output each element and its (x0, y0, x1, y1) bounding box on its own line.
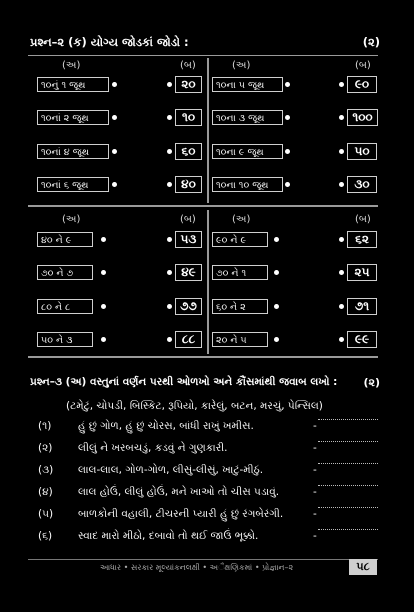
match-item-a: ૭૦ ને ૧ (212, 265, 268, 280)
question-3-marks: (૨) (363, 376, 380, 389)
match-dot[interactable] (112, 82, 117, 87)
match-item-b: ૬૦ (175, 143, 202, 160)
divider-middle (28, 205, 378, 207)
col-header-a: (અ) (232, 214, 251, 225)
match-dot[interactable] (339, 182, 344, 187)
question-2-marks: (૨) (362, 35, 380, 49)
match-item-b: ૫૩ (175, 231, 202, 248)
match-dot[interactable] (285, 82, 290, 87)
match-item-b: ૪૦ (175, 176, 202, 193)
match-dot[interactable] (274, 337, 279, 342)
match-dot[interactable] (339, 270, 344, 275)
answer-dash: - (313, 508, 317, 520)
match-dot[interactable] (339, 82, 344, 87)
footer-rule (28, 559, 378, 560)
match-item-a: ૮૦ ને ૮ (37, 299, 93, 314)
match-dot[interactable] (339, 149, 344, 154)
riddle-text: લાલ-લાલ, ગોળ-ગોળ, લીસું-લીસું, ખાટું-મીઠું. (78, 464, 264, 476)
match-item-b: ૩૦ (347, 176, 377, 193)
match-dot[interactable] (167, 270, 172, 275)
match-dot[interactable] (167, 149, 172, 154)
match-item-a: ૬૦ ને ૨ (212, 299, 268, 314)
divider-top (28, 55, 378, 56)
match-item-a: ૧૦નાં ૪ જૂથ (37, 144, 109, 159)
answer-dash: - (313, 464, 317, 476)
riddle-text: સ્વાદ મારો મીઠો, દબાવો તો થઈ જાઉં ભૂક્કો. (78, 530, 259, 542)
match-dot[interactable] (339, 115, 344, 120)
match-item-b: ૯૦ (347, 76, 377, 93)
answer-dash: - (313, 420, 317, 432)
match-dot[interactable] (274, 270, 279, 275)
match-dot[interactable] (339, 304, 344, 309)
match-item-a: ૯૦ ને ૯ (212, 232, 268, 247)
item-number: (૪) (38, 486, 53, 498)
match-item-b: ૪૯ (175, 264, 202, 281)
match-item-a: ૧૦ના ૫ જૂથ (212, 77, 283, 92)
divider-bottom (28, 356, 378, 358)
match-item-a: ૧૦ના ૩ જૂથ (212, 110, 283, 125)
match-item-b: ૨૦ (175, 76, 202, 93)
match-dot[interactable] (167, 337, 172, 342)
answer-dash: - (313, 486, 317, 498)
match-dot[interactable] (285, 149, 290, 154)
divider-vertical-2 (207, 210, 209, 354)
col-header-b: (બ) (180, 60, 196, 71)
answer-blank[interactable] (318, 440, 378, 442)
answer-dash: - (313, 442, 317, 454)
answer-blank[interactable] (318, 528, 378, 530)
match-dot[interactable] (285, 182, 290, 187)
match-item-b: ૧૦ (175, 109, 202, 126)
answer-options: (ટમેટું, ચોપડી, બિસ્કિટ, રૂપિયો, કારેલું, બટન, મરચું, પેન્સિલ) (66, 400, 323, 412)
match-item-a: ૨૦ ને ૫ (212, 332, 268, 347)
match-item-b: ૮૮ (175, 331, 202, 348)
answer-blank[interactable] (318, 418, 378, 420)
match-item-a: ૭૦ ને ૭ (37, 265, 93, 280)
match-dot[interactable] (167, 82, 172, 87)
match-dot[interactable] (274, 237, 279, 242)
match-item-b: ૭૧ (347, 298, 377, 315)
riddle-text: હું છું ગોળ, હું છું ચોરસ, બાંધી રાખું ખમીસ. (78, 420, 254, 432)
match-dot[interactable] (167, 115, 172, 120)
item-number: (૩) (38, 464, 54, 476)
answer-dash: - (313, 530, 317, 542)
page-number: ૫૮ (349, 559, 377, 575)
match-item-a: ૧૦ના ૯ જૂથ (212, 144, 283, 159)
match-dot[interactable] (112, 115, 117, 120)
match-item-b: ૫૦ (347, 143, 377, 160)
riddle-text: બાળકોની વહાલી, ટીચરની પ્યારી હું છું રંગબેરંગી. (78, 508, 284, 520)
match-dot[interactable] (112, 182, 117, 187)
match-item-b: ૭૭ (175, 298, 202, 315)
match-item-b: ૨૫ (347, 264, 377, 281)
match-item-b: ૧૦૦ (347, 109, 378, 126)
match-dot[interactable] (112, 149, 117, 154)
match-dot[interactable] (101, 304, 106, 309)
match-dot[interactable] (167, 237, 172, 242)
match-dot[interactable] (285, 115, 290, 120)
col-header-b: (બ) (180, 214, 196, 225)
match-dot[interactable] (274, 304, 279, 309)
item-number: (૧) (38, 420, 52, 432)
match-item-a: ૫૦ ને ૩ (37, 332, 93, 347)
match-dot[interactable] (101, 270, 106, 275)
match-dot[interactable] (101, 337, 106, 342)
match-item-a: ૪૦ ને ૯ (37, 232, 93, 247)
divider-vertical-1 (207, 58, 209, 203)
match-dot[interactable] (167, 182, 172, 187)
col-header-a: (અ) (62, 60, 81, 71)
footer-text: આધાર • સરકાર મૂલ્યાંકનલક્ષી • અૈક્ષણિકમાં • પ્રોજ્ઞાન–૨ (100, 563, 294, 572)
riddle-text: લાલ હોઉં, લીલું હોઉં, મને ખાઓ તો ચીસ પડાવું. (78, 486, 280, 498)
item-number: (૨) (38, 442, 53, 454)
col-header-b: (બ) (355, 60, 371, 71)
answer-blank[interactable] (318, 462, 378, 464)
match-dot[interactable] (101, 237, 106, 242)
col-header-a: (અ) (62, 214, 81, 225)
item-number: (૫) (38, 508, 54, 520)
col-header-a: (અ) (232, 60, 251, 71)
answer-blank[interactable] (318, 506, 378, 508)
match-item-a: ૧૦નું ૧ જૂથ (37, 77, 109, 92)
question-2-title: પ્રશ્ન–૨ (ક) યોગ્ય જોડકાં જોડો : (30, 35, 189, 49)
match-item-a: ૧૦નાં ૬ જૂથ (37, 177, 109, 192)
question-3-title: પ્રશ્ન–૩ (અ) વસ્તુનાં વર્ણન પરથી ઓળખો અને કૌંસમાંથી જવાબ લખો : (30, 376, 338, 388)
riddle-text: લીલું ને ખરબચડું, કડવું ને ગુણકારી. (78, 442, 228, 454)
match-item-a: ૧૦ના ૧૦ જૂથ (212, 177, 283, 192)
match-item-b: ૬૨ (347, 231, 377, 248)
match-dot[interactable] (167, 304, 172, 309)
match-dot[interactable] (339, 337, 344, 342)
answer-blank[interactable] (318, 484, 378, 486)
match-dot[interactable] (339, 237, 344, 242)
item-number: (૬) (38, 530, 53, 542)
match-item-b: ૯૯ (347, 331, 377, 348)
col-header-b: (બ) (355, 214, 371, 225)
match-item-a: ૧૦નાં ૨ જૂથ (37, 110, 109, 125)
